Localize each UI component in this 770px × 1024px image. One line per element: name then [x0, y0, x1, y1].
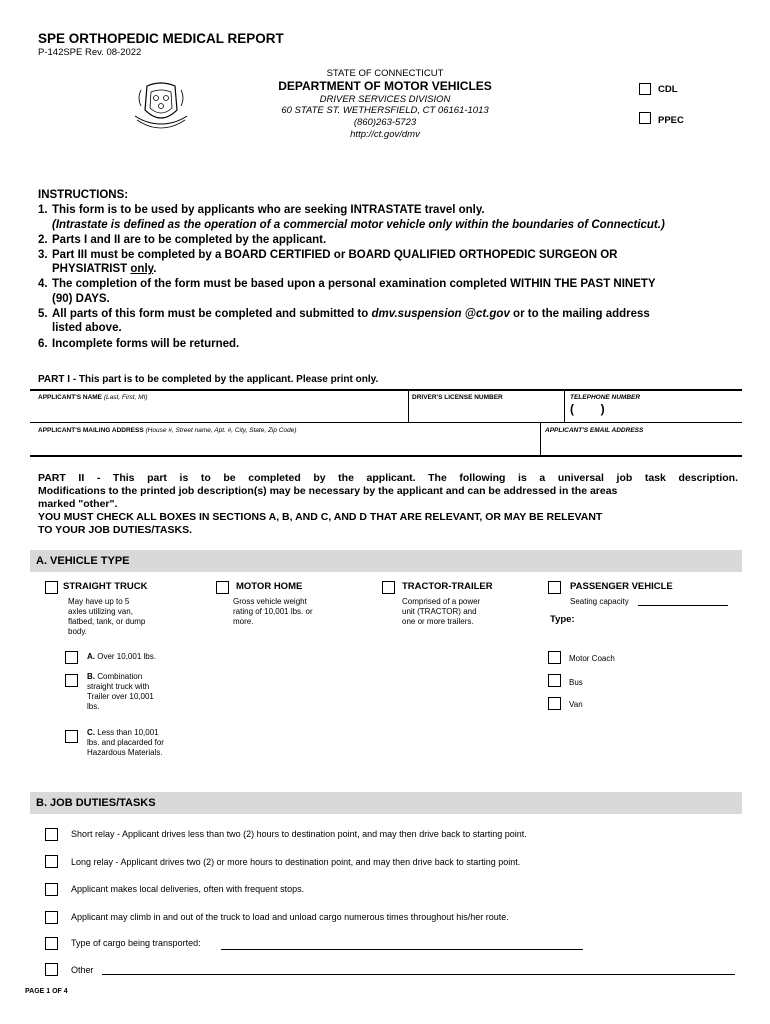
instruction-text-part: . — [153, 263, 157, 275]
instruction-text-part: or to the mailing address — [509, 308, 650, 320]
section-a-title: A. VEHICLE TYPE — [36, 555, 130, 567]
instruction-text: Parts I and II are to be completed by the applicant. — [52, 234, 327, 246]
seating-capacity-field[interactable] — [638, 605, 728, 606]
bus-checkbox[interactable] — [548, 674, 561, 687]
instruction-text: listed above. — [52, 322, 122, 334]
instruction-number: 1. — [38, 204, 48, 216]
applicant-name-hint: (Last, First, MI) — [103, 394, 148, 401]
straight-truck-option-c: C. Less than 10,001 lbs. and placarded for Hazardous Materials. — [87, 728, 164, 757]
tractor-trailer-title: TRACTOR-TRAILER — [402, 581, 493, 592]
van-label: Van — [569, 700, 583, 709]
instruction-number: 5. — [38, 308, 48, 320]
instruction-text — [52, 262, 742, 277]
passenger-type-label: Type: — [550, 614, 575, 625]
department-url: http://ct.gov/dmv — [350, 129, 420, 140]
ppec-label: PPEC — [658, 115, 684, 126]
email-address-field[interactable] — [543, 436, 739, 453]
cargo-type-field[interactable] — [221, 949, 583, 950]
motor-coach-label: Motor Coach — [569, 654, 615, 663]
license-number-field[interactable] — [410, 403, 562, 420]
form-title: SPE ORTHOPEDIC MEDICAL REPORT — [38, 31, 284, 46]
part1-mid-rule — [30, 422, 742, 423]
local-deliveries-checkbox[interactable] — [45, 883, 58, 896]
instruction-text-part: All parts of this form must be completed and submitted to — [52, 308, 372, 320]
part1-top-rule — [30, 389, 742, 391]
straight-truck-option-c-checkbox[interactable] — [65, 730, 78, 743]
part2-line: YOU MUST CHECK ALL BOXES IN SECTIONS A, B, AND C, AND D THAT ARE RELEVANT, OR MAY BE RELEVANT — [38, 511, 603, 523]
long-relay-label: Long relay - Applicant drives two (2) or more hours to destination point, and may then drive back to starting point. — [71, 857, 521, 867]
submission-email: dmv.suspension @ct.gov — [371, 308, 510, 320]
part2-description — [38, 472, 738, 537]
state-name: STATE OF CONNECTICUT — [326, 68, 444, 79]
department-name: DEPARTMENT OF MOTOR VEHICLES — [278, 79, 492, 93]
email-address-label: APPLICANT'S EMAIL ADDRESS — [545, 427, 644, 434]
instruction-text: (Intrastate is defined as the operation of a commercial motor vehicle only within the boundaries of Connecticut.) — [52, 219, 665, 231]
page-number: PAGE 1 OF 4 — [25, 988, 68, 995]
department-address: 60 STATE ST. WETHERSFIELD, CT 06161-1013 — [281, 105, 489, 116]
instructions-heading: INSTRUCTIONS: — [38, 189, 129, 201]
instruction-text-part: PHYSIATRIST — [52, 263, 128, 275]
cargo-type-label: Type of cargo being transported: — [71, 938, 201, 948]
instruction-number: 3. — [38, 249, 48, 261]
instruction-number: 2. — [38, 234, 48, 246]
straight-truck-checkbox[interactable] — [45, 581, 58, 594]
instruction-text: Part III must be completed by a BOARD CERTIFIED or BOARD QUALIFIED ORTHOPEDIC SURGEON OR — [52, 249, 618, 261]
ppec-checkbox[interactable] — [639, 112, 651, 124]
form-revision: P-142SPE Rev. 08-2022 — [38, 47, 142, 58]
instruction-text: This form is to be used by applicants who are seeking INTRASTATE travel only. — [52, 204, 485, 216]
instruction-text: (90) DAYS. — [52, 293, 110, 305]
motor-home-description: Gross vehicle weight rating of 10,001 lbs. or more. — [233, 597, 313, 626]
straight-truck-option-b: B. Combination straight truck with Trailer over 10,001 lbs. — [87, 672, 154, 711]
straight-truck-option-a-checkbox[interactable] — [65, 651, 78, 664]
motor-coach-checkbox[interactable] — [548, 651, 561, 664]
field-divider — [564, 390, 565, 423]
section-b-title: B. JOB DUTIES/TASKS — [36, 797, 156, 809]
short-relay-checkbox[interactable] — [45, 828, 58, 841]
part1-heading: PART I - This part is to be completed by the applicant. Please print only. — [38, 374, 379, 385]
part2-line: Modifications to the printed job description(s) may be necessary by the applicant and can be addressed in the areas — [38, 485, 618, 497]
section-b-header — [30, 792, 742, 814]
mailing-address-label: APPLICANT'S MAILING ADDRESS (House #, Street name, Apt. #, City, State, Zip Code) — [38, 427, 297, 434]
cdl-checkbox[interactable] — [639, 83, 651, 95]
other-duty-label: Other — [71, 965, 94, 975]
telephone-label: TELEPHONE NUMBER — [570, 394, 641, 401]
motor-home-checkbox[interactable] — [216, 581, 229, 594]
cargo-type-checkbox[interactable] — [45, 937, 58, 950]
field-divider — [540, 422, 541, 455]
license-number-label: DRIVER'S LICENSE NUMBER — [412, 394, 503, 401]
other-duty-checkbox[interactable] — [45, 963, 58, 976]
part2-line: marked "other". — [38, 498, 118, 510]
straight-truck-option-b-checkbox[interactable] — [65, 674, 78, 687]
instruction-text: The completion of the form must be based upon a personal examination completed WITHIN THE PAST NINETY — [52, 278, 656, 290]
mailing-address-field[interactable] — [35, 436, 535, 453]
straight-truck-option-a: A. Over 10,001 lbs. — [87, 652, 156, 661]
instruction-text — [52, 307, 742, 322]
other-duty-field[interactable] — [102, 974, 735, 975]
bus-label: Bus — [569, 678, 583, 687]
department-phone: (860)263-5723 — [353, 117, 417, 128]
long-relay-checkbox[interactable] — [45, 855, 58, 868]
van-checkbox[interactable] — [548, 697, 561, 710]
mailing-address-hint: (House #, Street name, Apt. #, City, State, Zip Code) — [145, 427, 297, 434]
straight-truck-description: May have up to 5 axles utilizing van, flatbed, tank, or dump body. — [68, 597, 146, 636]
field-divider — [408, 390, 409, 423]
instruction-text: Incomplete forms will be returned. — [52, 338, 240, 350]
section-a-header — [30, 550, 742, 572]
instruction-text-underlined: only — [130, 263, 154, 275]
part2-line: TO YOUR JOB DUTIES/TASKS. — [38, 524, 193, 536]
short-relay-label: Short relay - Applicant drives less than two (2) hours to destination point, and may then drive back to starting point. — [71, 829, 527, 839]
instructions-list — [38, 203, 738, 353]
applicant-name-label: APPLICANT'S NAME (Last, First, MI) — [38, 394, 148, 401]
motor-home-title: MOTOR HOME — [236, 581, 303, 592]
division-name: DRIVER SERVICES DIVISION — [319, 94, 451, 105]
tractor-trailer-checkbox[interactable] — [382, 581, 395, 594]
instruction-number: 4. — [38, 278, 48, 290]
state-seal-icon — [133, 80, 189, 132]
part1-bottom-rule — [30, 455, 742, 457]
tractor-trailer-description: Comprised of a power unit (TRACTOR) and one or more trailers. — [402, 597, 481, 626]
instruction-number: 6. — [38, 338, 48, 350]
local-deliveries-label: Applicant makes local deliveries, often with frequent stops. — [71, 884, 305, 894]
seating-capacity-label: Seating capacity — [570, 597, 629, 606]
part2-line: PART II - This part is to be completed by the applicant. The following is a universal job task description. — [38, 472, 738, 484]
straight-truck-title: STRAIGHT TRUCK — [63, 581, 148, 592]
passenger-vehicle-title: PASSENGER VEHICLE — [570, 581, 673, 592]
load-unload-label: Applicant may climb in and out of the truck to load and unload cargo numerous times throughout his/her route. — [71, 912, 509, 922]
load-unload-checkbox[interactable] — [45, 911, 58, 924]
applicant-name-field[interactable] — [35, 403, 405, 420]
passenger-vehicle-checkbox[interactable] — [548, 581, 561, 594]
cdl-label: CDL — [658, 84, 678, 95]
telephone-field[interactable]: ( ) — [570, 402, 605, 416]
